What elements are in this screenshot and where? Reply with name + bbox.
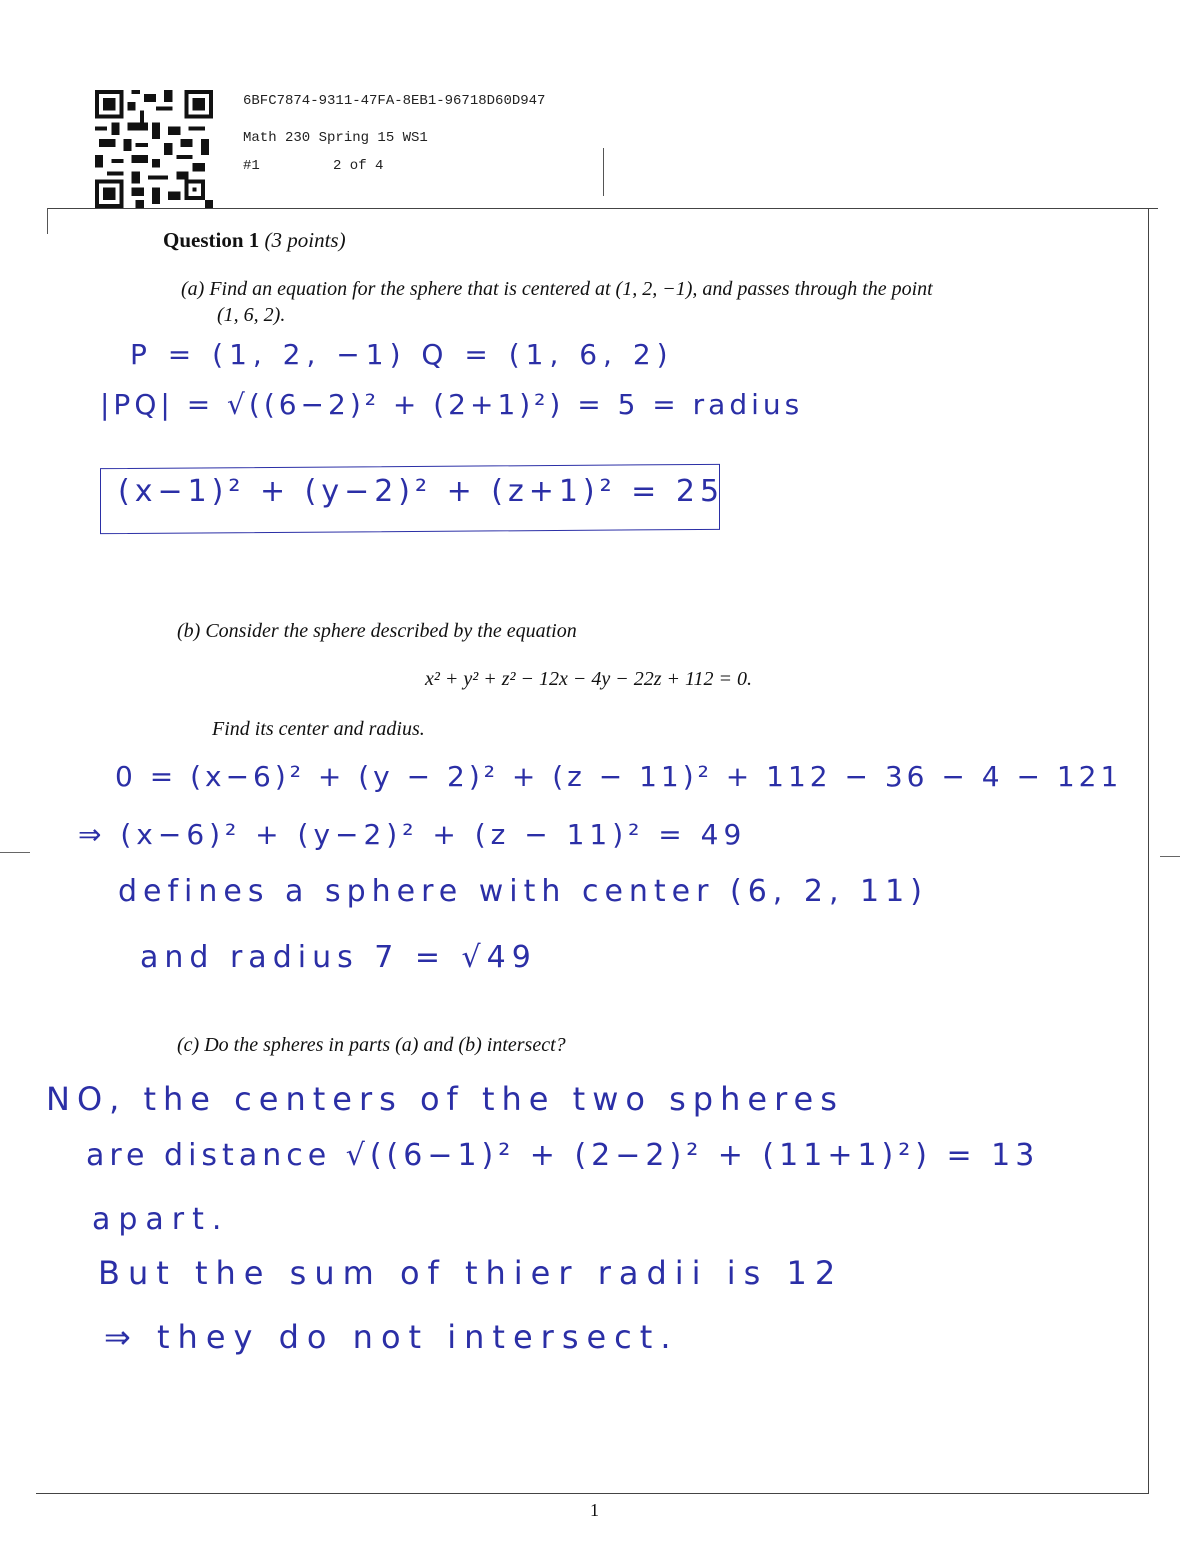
hand-c-line4: But the sum of thier radii is 12 xyxy=(98,1254,844,1292)
hand-c-line2: are distance √((6−1)² + (2−2)² + (11+1)²) = 13 xyxy=(86,1138,1040,1173)
hand-c-line3: apart. xyxy=(92,1202,230,1237)
question-title: Question 1 xyxy=(163,228,260,252)
hand-b-line2: ⇒ (x−6)² + (y−2)² + (z − 11)² = 49 xyxy=(78,818,747,851)
hand-c-line5: ⇒ they do not intersect. xyxy=(104,1318,679,1356)
hand-b-line1: 0 = (x−6)² + (y − 2)² + (z − 11)² + 112 − 36 − 4 − 121 xyxy=(115,760,1123,793)
question-points: (3 points) xyxy=(264,228,346,252)
document-code: 6BFC7874-9311-47FA-8EB1-96718D60D947 xyxy=(243,93,546,109)
hand-a-distance: |PQ| = √((6−2)² + (2+1)²) = 5 = radius xyxy=(100,388,804,421)
qr-code xyxy=(95,90,213,208)
hand-c-line1: NO, the centers of the two spheres xyxy=(46,1080,844,1118)
margin-tick-left xyxy=(0,852,30,853)
part-b-equation: x² + y² + z² − 12x − 4y − 22z + 112 = 0. xyxy=(425,668,753,690)
frame-left-tick xyxy=(47,208,48,234)
question-number: #1 xyxy=(243,158,260,174)
hand-b-line3: defines a sphere with center (6, 2, 11) xyxy=(118,874,928,909)
header-divider xyxy=(603,148,604,196)
margin-tick-right xyxy=(1160,856,1180,857)
question-heading xyxy=(163,228,346,253)
course-label: Math 230 Spring 15 WS1 xyxy=(243,130,428,146)
part-c-prompt: (c) Do the spheres in parts (a) and (b) intersect? xyxy=(177,1034,566,1056)
part-b-prompt: (b) Consider the sphere described by the equation xyxy=(177,620,577,642)
hand-b-line4: and radius 7 = √49 xyxy=(140,940,537,975)
page-indicator: 2 of 4 xyxy=(333,158,384,174)
part-a-prompt: (a) Find an equation for the sphere that is centered at (1, 2, −1), and passes through the point xyxy=(181,278,933,300)
hand-a-answer: (x−1)² + (y−2)² + (z+1)² = 25 xyxy=(118,474,725,509)
footer-page-number: 1 xyxy=(590,1500,599,1520)
hand-a-points: P = (1, 2, −1) Q = (1, 6, 2) xyxy=(130,338,674,371)
part-a-prompt-point: (1, 6, 2). xyxy=(217,304,286,326)
part-b-ask: Find its center and radius. xyxy=(212,718,425,740)
